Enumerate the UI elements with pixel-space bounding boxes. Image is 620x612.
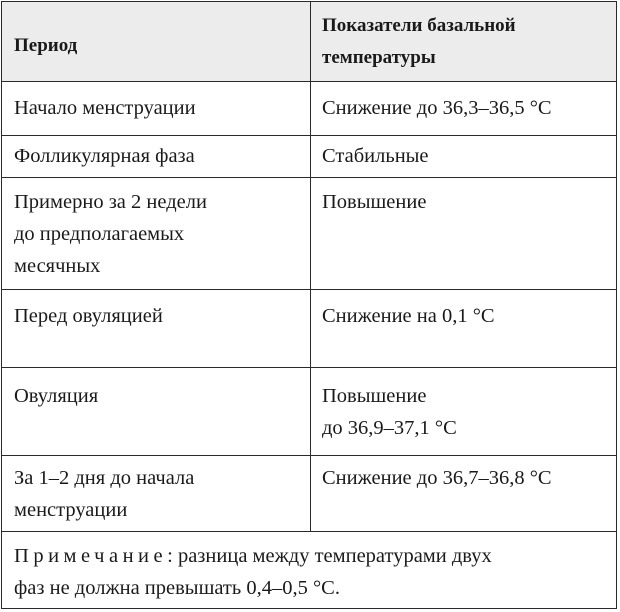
period-cell <box>14 380 304 412</box>
period-line: менструации <box>14 499 128 521</box>
temperature-line: до 36,9–37,1 °С <box>322 417 457 439</box>
column-divider <box>310 2 311 532</box>
temperature-cell <box>322 140 612 172</box>
note-line1: : разница между температурами двух <box>167 545 492 567</box>
header-temperature <box>322 10 612 74</box>
temperature-cell <box>322 380 612 444</box>
period-cell <box>14 140 304 172</box>
note-line2: фаз не должна превышать 0,4–0,5 °С. <box>14 577 340 599</box>
period-line: Овуляция <box>14 385 99 407</box>
period-line: месячных <box>14 255 101 277</box>
table-header-row <box>2 2 616 82</box>
temperature-line: Снижение до 36,3–36,5 °С <box>322 97 552 119</box>
period-line: Примерно за 2 недели <box>14 191 207 213</box>
period-cell <box>14 462 304 526</box>
temperature-cell <box>322 92 612 124</box>
period-line: Перед овуляцией <box>14 305 163 327</box>
header-period: Период <box>14 35 78 56</box>
note-text <box>14 540 610 604</box>
temperature-line: Снижение на 0,1 °С <box>322 305 495 327</box>
temperature-cell <box>322 300 612 332</box>
temperature-cell <box>322 462 612 494</box>
period-cell <box>14 92 304 124</box>
period-line: За 1–2 дня до начала <box>14 467 195 489</box>
header-temperature-line2: температуры <box>322 47 436 68</box>
note-row <box>2 532 616 608</box>
table-row <box>2 290 616 368</box>
temperature-line: Стабильные <box>322 145 429 167</box>
header-temperature-line1: Показатели базальной <box>322 15 516 36</box>
period-cell <box>14 300 304 332</box>
temperature-line: Повышение <box>322 191 427 213</box>
temperature-cell <box>322 186 612 218</box>
table-row <box>2 82 616 136</box>
period-line: до предполагаемых <box>14 223 185 245</box>
period-cell <box>14 186 304 282</box>
temperature-line: Повышение <box>322 385 427 407</box>
period-line: Фолликулярная фаза <box>14 145 195 167</box>
table-row <box>2 456 616 532</box>
table-row <box>2 136 616 178</box>
table-row <box>2 368 616 456</box>
temperature-table <box>1 1 617 609</box>
temperature-line: Снижение до 36,7–36,8 °С <box>322 467 552 489</box>
table-row <box>2 178 616 290</box>
note-label: Примечание <box>14 545 168 567</box>
period-line: Начало менструации <box>14 97 196 119</box>
